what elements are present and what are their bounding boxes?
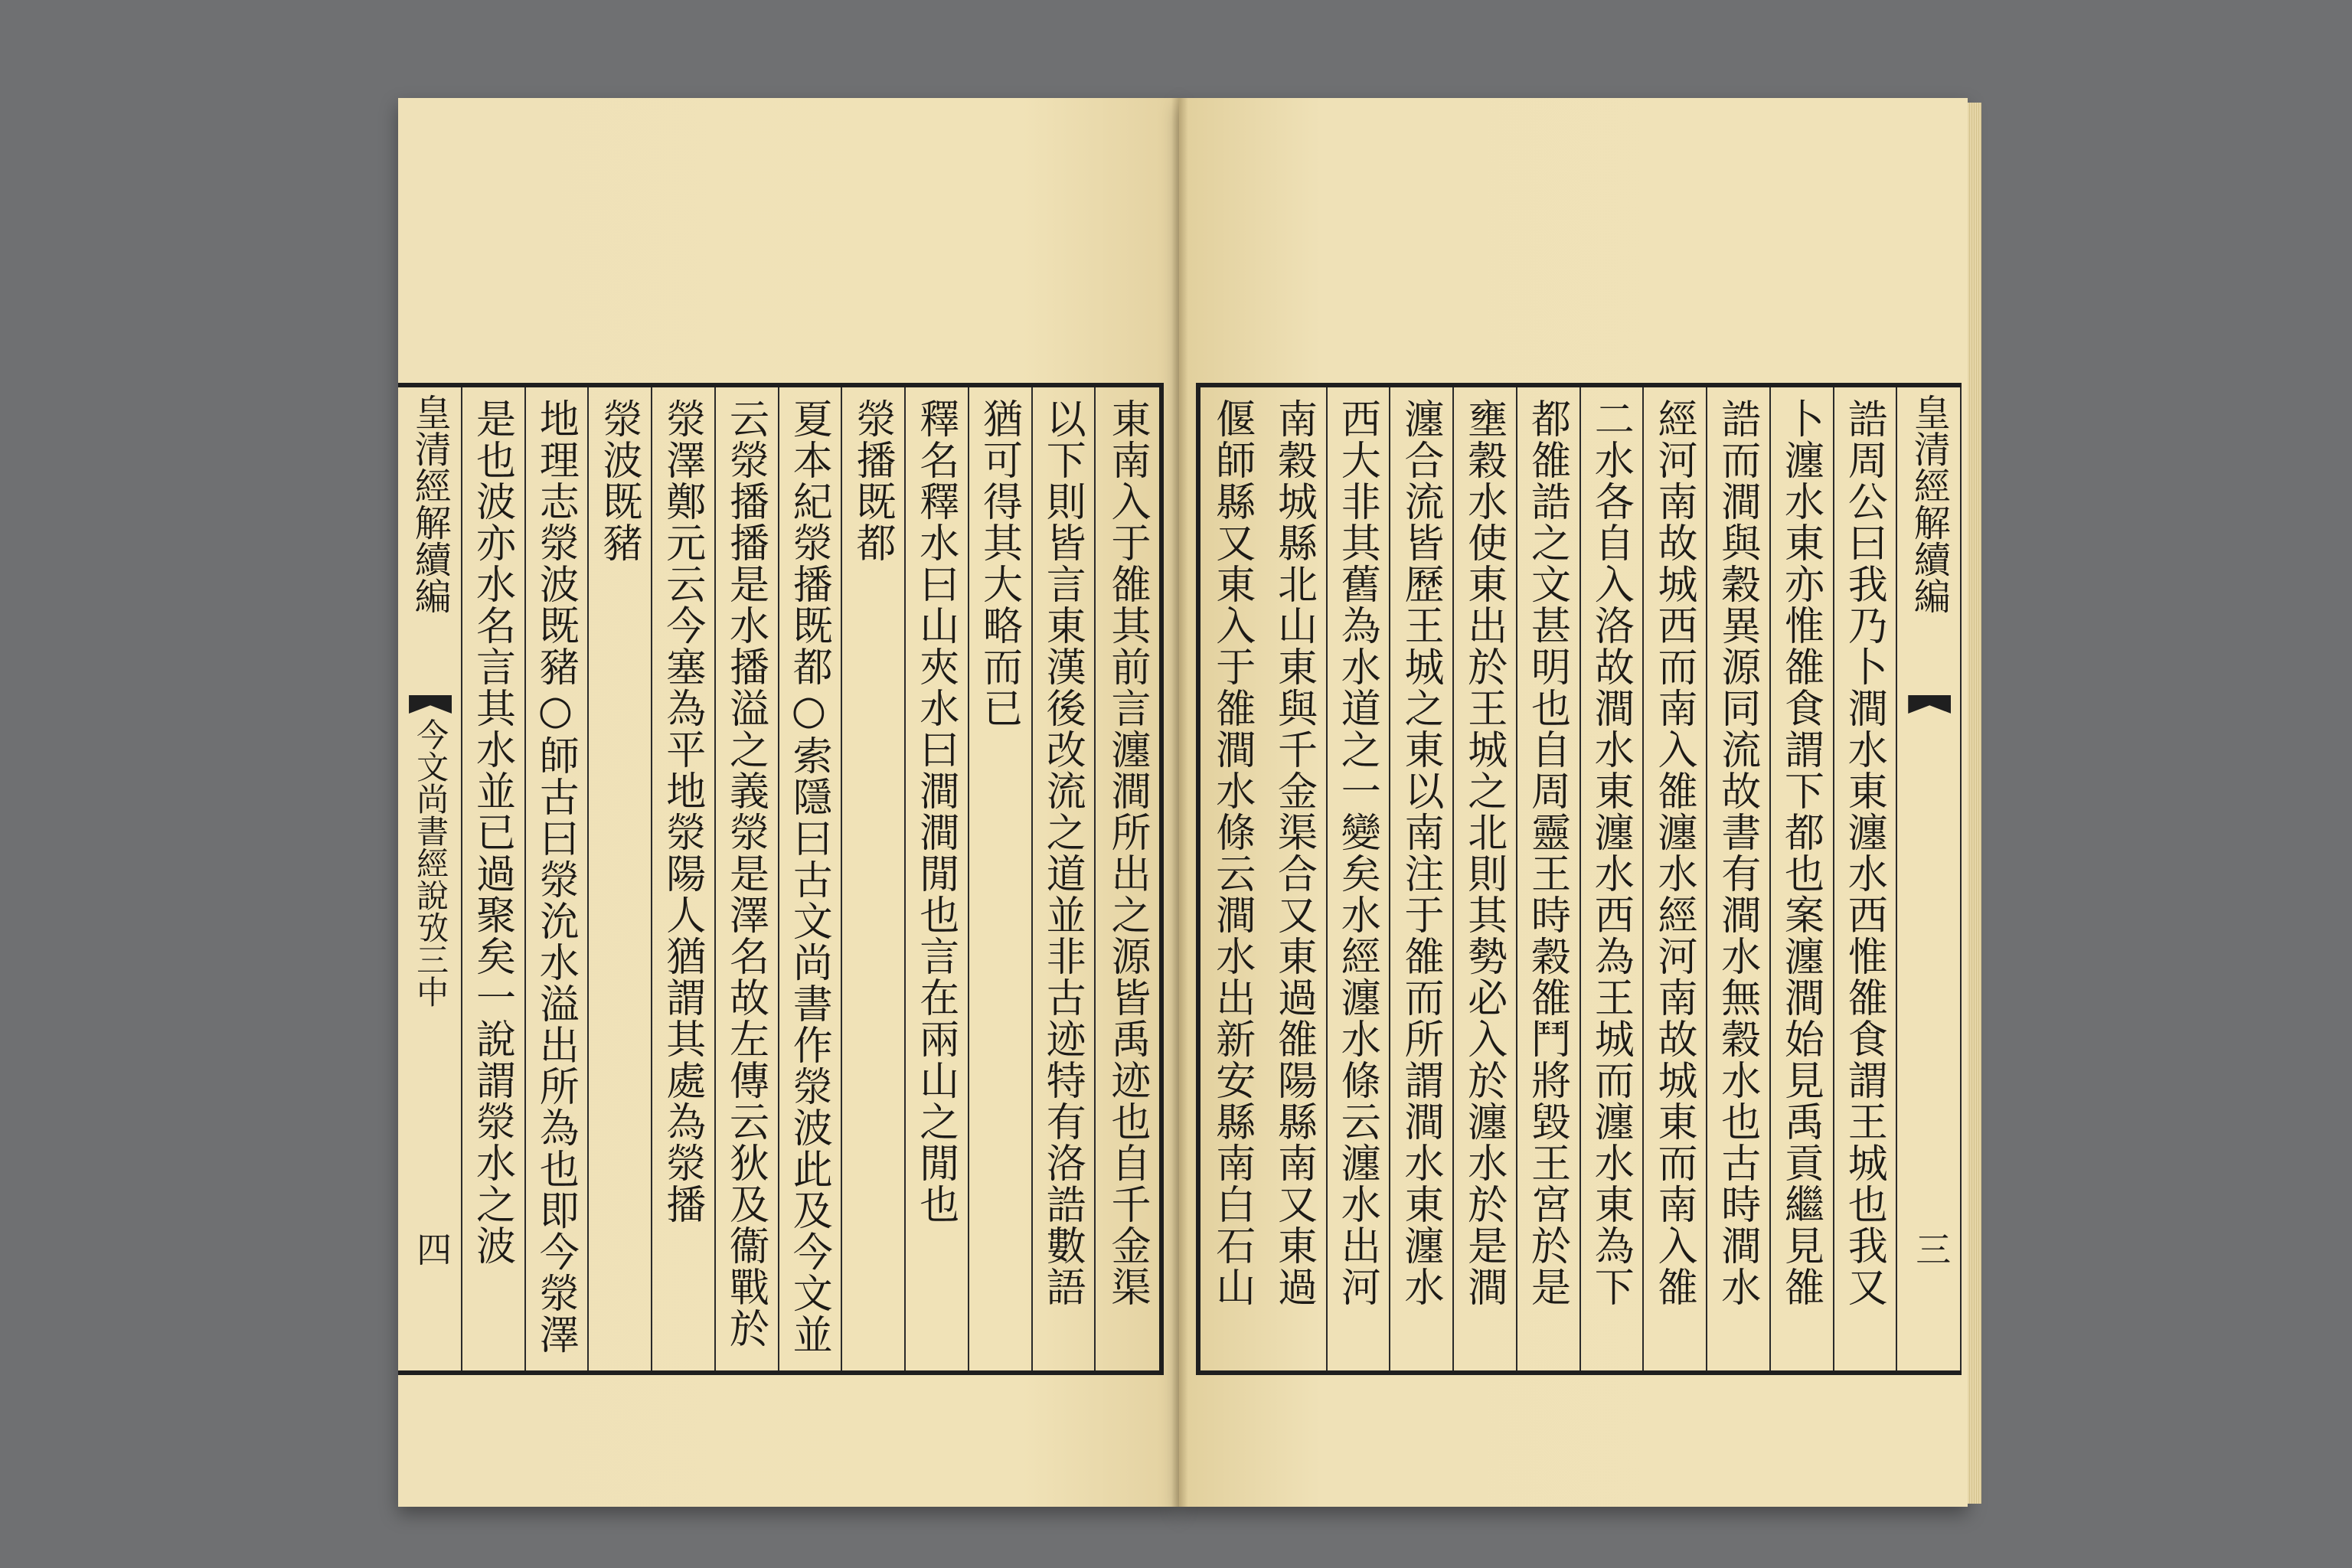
text-column: 猶可得其大略而已 [969, 387, 1033, 1370]
text-column: 經河南故城西而南入雒瀍水經河南故城東而南入雒 [1644, 387, 1707, 1370]
text-column: 釋名釋水曰山夾水曰澗澗閒也言在兩山之閒也 [906, 387, 969, 1370]
open-book [398, 90, 1968, 1514]
text-column: 都雒誥之文甚明也自周靈王時穀雒鬥將毀王宮於是 [1517, 387, 1581, 1370]
header-title: 皇清經解續編 [408, 394, 452, 614]
text-column: 東南入于雒其前言瀍澗所出之源皆禹迹也自千金渠 [1104, 398, 1150, 1308]
text-column: 偃師縣又東入于雒澗水條云澗水出新安縣南白石山 [1208, 398, 1255, 1308]
right-page [1179, 98, 1968, 1507]
book-gutter [1171, 98, 1188, 1507]
text-column: 誥而澗與穀異源同流故書有澗水無穀水也古時澗水 [1707, 387, 1771, 1370]
header-subtitle: 今文尚書經說攷三中 [412, 718, 450, 1008]
text-column: 是也波亦水名言其水並已過聚矣一說謂滎水之波 [462, 387, 526, 1370]
text-column: 西大非其舊為水道之一變矣水經瀍水條云瀍水出河 [1328, 387, 1391, 1370]
fish-tail-mark [1908, 695, 1951, 714]
text-column: 滎澤鄭元云今塞為平地滎陽人猶謂其處為滎播 [652, 387, 716, 1370]
page-number: 三 [1910, 1231, 1952, 1266]
left-page-margin-column [398, 387, 462, 1370]
fish-tail-mark [409, 695, 452, 714]
text-column: 瀍合流皆歷王城之東以南注于雒而所謂澗水東瀍水 [1390, 387, 1454, 1370]
text-column: 云滎播播是水播溢之義滎是澤名故左傳云狄及衞戰於 [716, 387, 779, 1370]
right-page-text-frame [1196, 383, 1962, 1375]
text-column: 誥周公曰我乃卜澗水東瀍水西惟雒食謂王城也我又 [1834, 387, 1898, 1370]
text-column: 壅穀水使東出於王城之北則其勢必入於瀍水於是澗 [1454, 387, 1517, 1370]
text-column: 滎播既都 [842, 387, 906, 1370]
left-page-text-frame [398, 383, 1164, 1375]
text-column: 地理志滎波既豬○師古曰滎沇水溢出所為也即今滎澤 [526, 387, 590, 1370]
right-page-margin-column [1897, 387, 1962, 1370]
text-column: 夏本紀滎播既都○索隱曰古文尚書作滎波此及今文並 [779, 387, 843, 1370]
header-title: 皇清經解續編 [1907, 394, 1951, 614]
left-page [398, 98, 1179, 1507]
text-column: 南穀城縣北山東與千金渠合又東過雒陽縣南又東過 [1264, 387, 1328, 1370]
text-column: 二水各自入洛故澗水東瀍水西為王城而瀍水東為下 [1581, 387, 1645, 1370]
text-column: 卜瀍水東亦惟雒食謂下都也案瀍澗始見禹貢繼見雒 [1771, 387, 1834, 1370]
page-number: 四 [411, 1231, 453, 1266]
text-column: 以下則皆言東漢後改流之道並非古迹特有洛誥數語 [1033, 387, 1096, 1370]
text-column: 滎波既豬 [589, 387, 652, 1370]
page-edge [1968, 103, 1981, 1504]
